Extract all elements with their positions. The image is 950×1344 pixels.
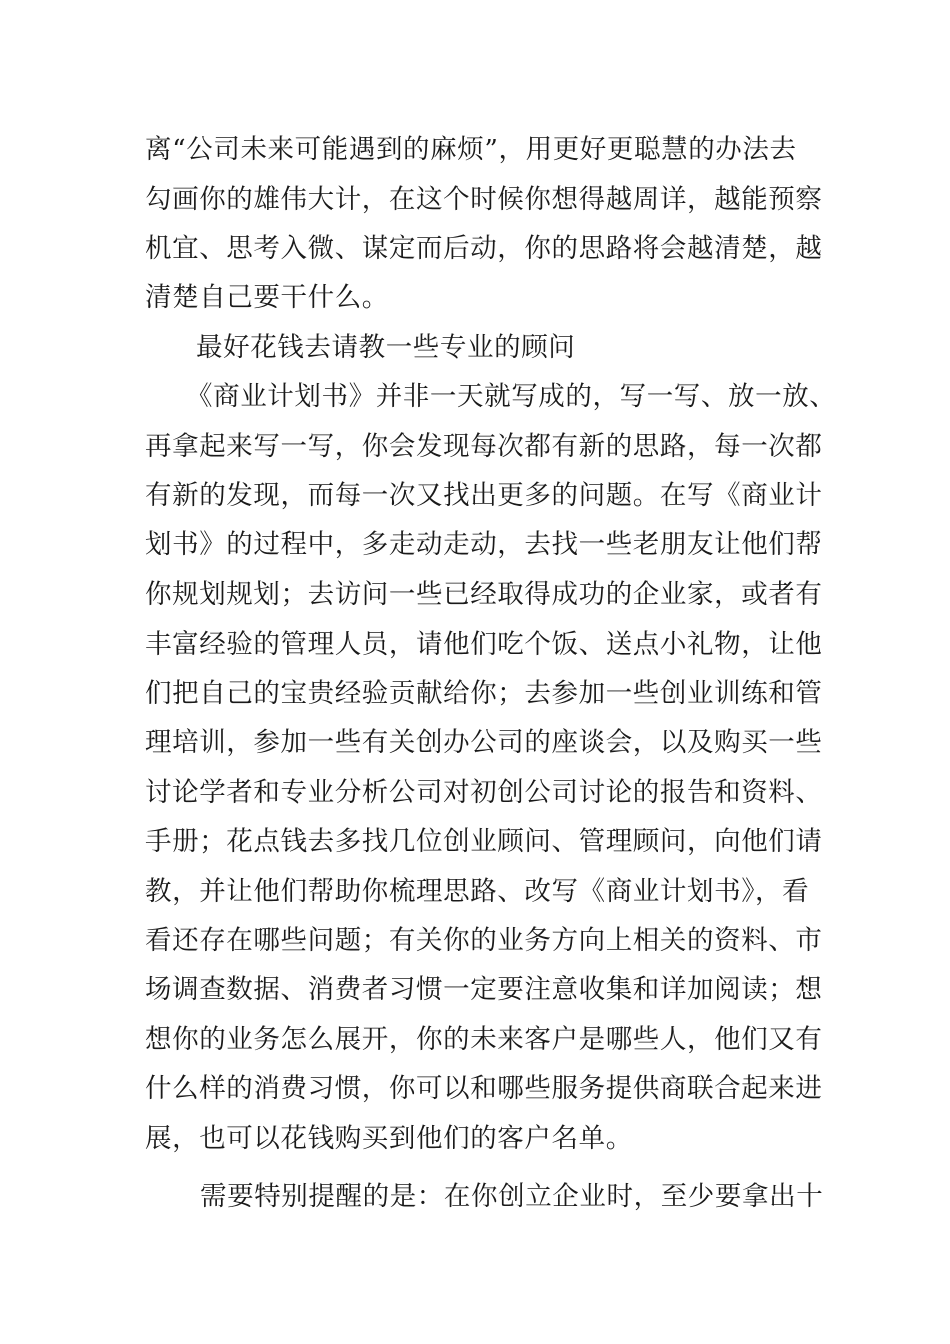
- text-line: 再拿起来写一写，你会发现每次都有新的思路，每一次都: [145, 431, 823, 462]
- text-line: 想你的业务怎么展开，你的未来客户是哪些人，他们又有: [145, 1024, 823, 1055]
- text-line: 什么样的消费习惯，你可以和哪些服务提供商联合起来进: [145, 1073, 823, 1104]
- text-line: 场调查数据、消费者习惯一定要注意收集和详加阅读；想: [145, 974, 823, 1005]
- text-line: 机宜、思考入微、谋定而后动，你的思路将会越清楚，越: [145, 233, 823, 264]
- text-line: 有新的发现，而每一次又找出更多的问题。在写《商业计: [145, 480, 823, 511]
- text-line: 离“公司未来可能遇到的麻烦”，用更好更聪慧的办法去: [145, 134, 797, 165]
- text-line: 看还存在哪些问题；有关你的业务方向上相关的资料、市: [145, 925, 823, 956]
- text-line: 勾画你的雄伟大计，在这个时候你想得越周详，越能预察: [145, 184, 823, 215]
- text-line: 展，也可以花钱购买到他们的客户名单。: [145, 1123, 633, 1154]
- text-line: 教，并让他们帮助你梳理思路、改写《商业计划书》，看: [145, 876, 810, 907]
- section-heading: 最好花钱去请教一些专业的顾问: [196, 332, 576, 363]
- text-line: 理培训，参加一些有关创办公司的座谈会，以及购买一些: [145, 727, 823, 758]
- text-line: 手册；花点钱去多找几位创业顾问、管理顾问，向他们请: [145, 826, 823, 857]
- text-line: 丰富经验的管理人员，请他们吃个饭、送点小礼物，让他: [145, 629, 823, 660]
- text-line: 需要特别提醒的是：在你创立企业时，至少要拿出十: [200, 1181, 824, 1212]
- text-line: 划书》的过程中，多走动走动，去找一些老朋友让他们帮: [145, 529, 823, 560]
- text-line: 们把自己的宝贵经验贡献给你；去参加一些创业训练和管: [145, 678, 823, 709]
- text-line: 清楚自己要干什么。: [145, 282, 389, 313]
- text-line: 你规划规划；去访问一些已经取得成功的企业家，或者有: [145, 579, 823, 610]
- text-line: 《商业计划书》并非一天就写成的，写一写、放一放、: [186, 381, 837, 412]
- text-line: 讨论学者和专业分析公司对初创公司讨论的报告和资料、: [145, 777, 823, 808]
